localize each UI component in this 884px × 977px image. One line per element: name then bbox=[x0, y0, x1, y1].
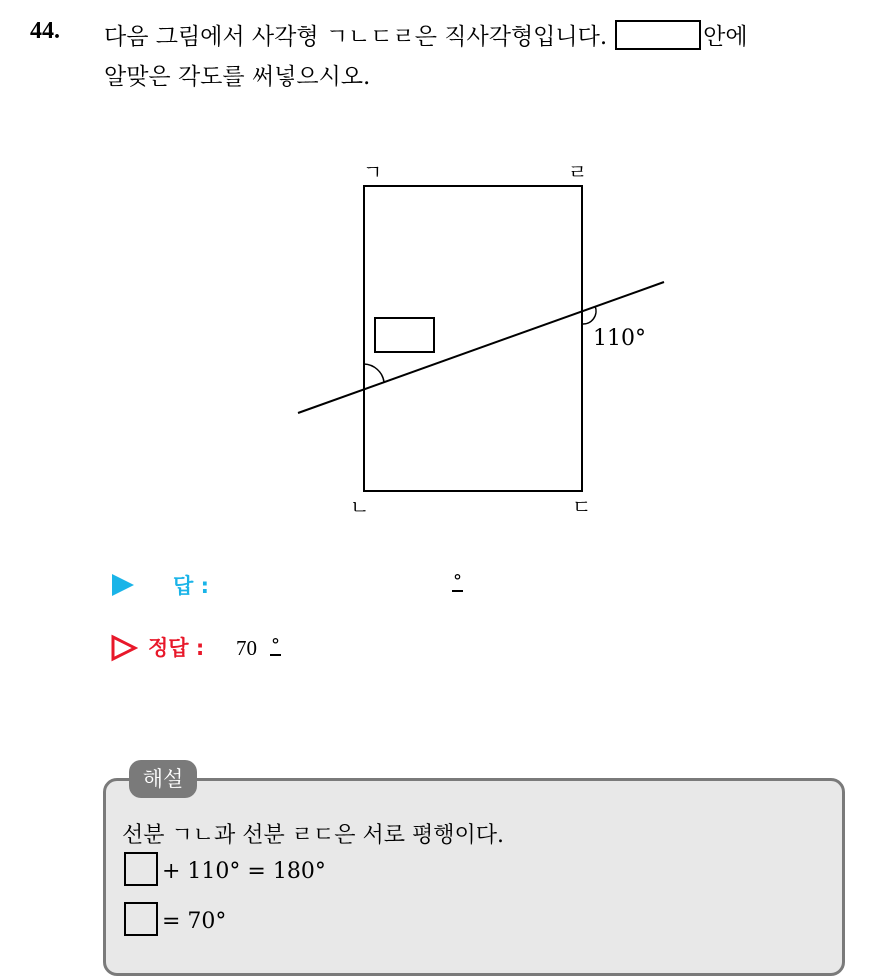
solution-tab: 해설 bbox=[129, 760, 197, 798]
solution-equation-1: + 110° = 180° bbox=[162, 859, 326, 884]
correct-answer-label: 정답 : bbox=[148, 636, 205, 660]
question-text-part-1: 다음 그림에서 사각형 ㄱㄴㄷㄹ은 직사각형입니다. bbox=[104, 24, 608, 50]
correct-degree-unit: ° bbox=[271, 635, 280, 656]
unknown-angle-box bbox=[375, 318, 434, 352]
answer-arrow-icon bbox=[112, 574, 134, 596]
answer-label: 답 : bbox=[173, 574, 209, 598]
question-text-part-2: 안에 bbox=[703, 24, 748, 50]
vertex-label-top-left: ㄱ bbox=[363, 160, 383, 184]
angle-label-110: 110° bbox=[593, 326, 646, 351]
vertex-label-top-right: ㄹ bbox=[568, 160, 588, 184]
solution-equation-2: = 70° bbox=[162, 909, 227, 934]
unknown-angle-arc bbox=[364, 364, 384, 382]
answer-degree-unit: ° bbox=[453, 571, 462, 592]
solution-blank-square bbox=[124, 902, 158, 936]
correct-answer-value: 70 bbox=[236, 636, 257, 660]
solution-line-1: 선분 ㄱㄴ과 선분 ㄹㄷ은 서로 평행이다. bbox=[122, 823, 504, 848]
solution-line-2 bbox=[124, 852, 326, 886]
solution-line-3 bbox=[124, 902, 226, 936]
question-number: 44. bbox=[30, 18, 60, 44]
solution-blank-square bbox=[124, 852, 158, 886]
question-line-2: 알맞은 각도를 써넣으시오. bbox=[104, 64, 371, 90]
vertex-label-bottom-right: ㄷ bbox=[572, 495, 592, 519]
outline-arrow-icon bbox=[110, 634, 138, 662]
vertex-label-bottom-left: ㄴ bbox=[350, 495, 370, 519]
